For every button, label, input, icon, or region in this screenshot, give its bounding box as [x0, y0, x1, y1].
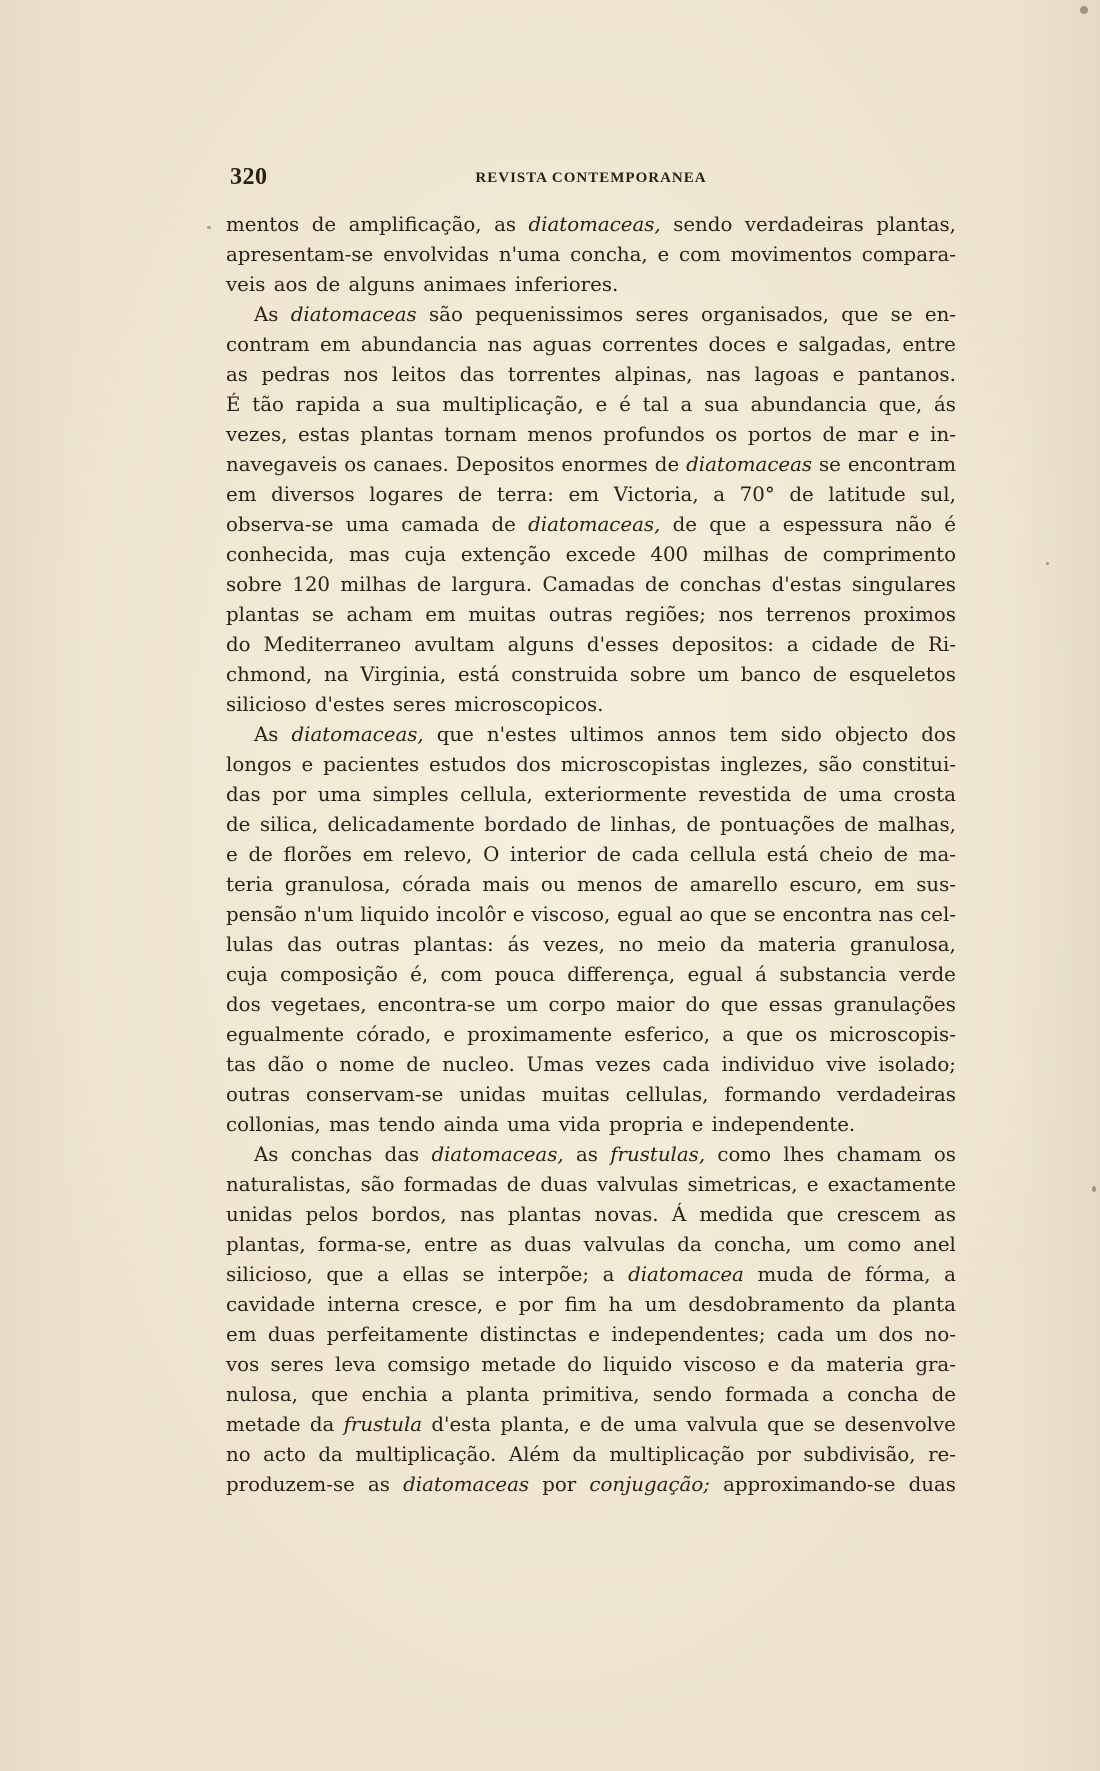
text-line: mentos de amplificação, as diatomaceas, sendo verdadeiras plantas, [226, 213, 956, 236]
text-line: silicioso, que a ellas se interpõe; a diatomacea muda de fórma, a [226, 1263, 956, 1286]
text-line: em diversos logares de terra: em Victoria, a 70° de latitude sul, [226, 483, 956, 506]
text-line: nulosa, que enchia a planta primitiva, sendo formada a concha de [226, 1383, 956, 1406]
text-line: egualmente córado, e proximamente esferico, a que os microscopis- [226, 1023, 956, 1046]
text-line: teria granulosa, córada mais ou menos de amarello escuro, em sus- [226, 873, 956, 896]
text-line: as pedras nos leitos das torrentes alpinas, nas lagoas e pantanos. [226, 363, 956, 386]
text-line: e de florões em relevo, O interior de cada cellula está cheio de ma- [226, 843, 956, 866]
text-line: vos seres leva comsigo metade do liquido viscoso e da materia gra- [226, 1353, 956, 1376]
text-line: de silica, delicadamente bordado de linhas, de pontuações de malhas, [226, 813, 956, 836]
text-line: tas dão o nome de nucleo. Umas vezes cada individuo vive isolado; [226, 1053, 956, 1076]
text-line: chmond, na Virginia, está construida sobre um banco de esqueletos [226, 663, 956, 686]
text-line: metade da frustula d'esta planta, e de uma valvula que se desenvolve [226, 1413, 956, 1436]
page-number: 320 [230, 164, 268, 190]
text-line: cuja composição é, com pouca differença, egual á substancia verde [226, 963, 956, 986]
text-line: das por uma simples cellula, exteriormente revestida de uma crosta [226, 783, 956, 806]
paper-spot [1046, 562, 1049, 565]
text-line: pensão n'um liquido incolôr e viscoso, egual ao que se encontra nas cel- [226, 903, 956, 926]
text-line: em duas perfeitamente distinctas e independentes; cada um dos no- [226, 1323, 956, 1346]
text-line: do Mediterraneo avultam alguns d'esses depositos: a cidade de Ri- [226, 633, 956, 656]
text-line: veis aos de alguns animaes inferiores. [226, 273, 619, 296]
text-line: dos vegetaes, encontra-se um corpo maior do que essas granulações [226, 993, 956, 1016]
running-head [226, 158, 956, 194]
text-line: plantas, forma-se, entre as duas valvulas da concha, um como anel [226, 1233, 956, 1256]
text-line: vezes, estas plantas tornam menos profundos os portos de mar e in- [226, 423, 956, 446]
journal-title: REVISTA CONTEMPORANEA [475, 170, 707, 186]
text-line: longos e pacientes estudos dos microscopistas inglezes, são constitui- [226, 753, 956, 776]
text-line: silicioso d'estes seres microscopicos. [226, 693, 604, 716]
text-line: naturalistas, são formadas de duas valvulas simetricas, e exactamente [226, 1173, 956, 1196]
text-line: collonias, mas tendo ainda uma vida propria e independente. [226, 1113, 856, 1136]
text-line: sobre 120 milhas de largura. Camadas de conchas d'estas singulares [226, 573, 956, 596]
text-line: cavidade interna cresce, e por fim ha um desdobramento da planta [226, 1293, 956, 1316]
text-line: contram em abundancia nas aguas correntes doces e salgadas, entre [226, 333, 956, 356]
text-line: lulas das outras plantas: ás vezes, no meio da materia granulosa, [226, 933, 956, 956]
text-line: no acto da multiplicação. Além da multiplicação por subdivisão, re- [226, 1443, 956, 1466]
text-line: outras conservam-se unidas muitas cellulas, formando verdadeiras [226, 1083, 956, 1106]
text-line: apresentam-se envolvidas n'uma concha, e com movimentos compara- [226, 243, 956, 266]
text-line: conhecida, mas cuja extenção excede 400 milhas de comprimento [226, 543, 956, 566]
text-line: As conchas das diatomaceas, as frustulas, como lhes chamam os [254, 1143, 956, 1166]
paper-spot [1092, 1186, 1096, 1192]
paper-spot [207, 226, 211, 229]
text-line: É tão rapida a sua multiplicação, e é tal a sua abundancia que, ás [226, 393, 956, 416]
text-line: navegaveis os canaes. Depositos enormes de diatomaceas se encontram [226, 453, 956, 476]
book-page [226, 158, 956, 1500]
text-line: unidas pelos bordos, nas plantas novas. Á medida que crescem as [226, 1203, 956, 1226]
text-line: produzem-se as diatomaceas por conjugação; approximando-se duas [226, 1473, 956, 1496]
text-line: observa-se uma camada de diatomaceas, de que a espessura não é [226, 513, 956, 536]
body-text [226, 210, 956, 1500]
paper-spot [1080, 6, 1088, 14]
text-line: plantas se acham em muitas outras regiões; nos terrenos proximos [226, 603, 956, 626]
text-line: As diatomaceas, que n'estes ultimos annos tem sido objecto dos [254, 723, 956, 746]
text-line: As diatomaceas são pequenissimos seres organisados, que se en- [254, 303, 956, 326]
